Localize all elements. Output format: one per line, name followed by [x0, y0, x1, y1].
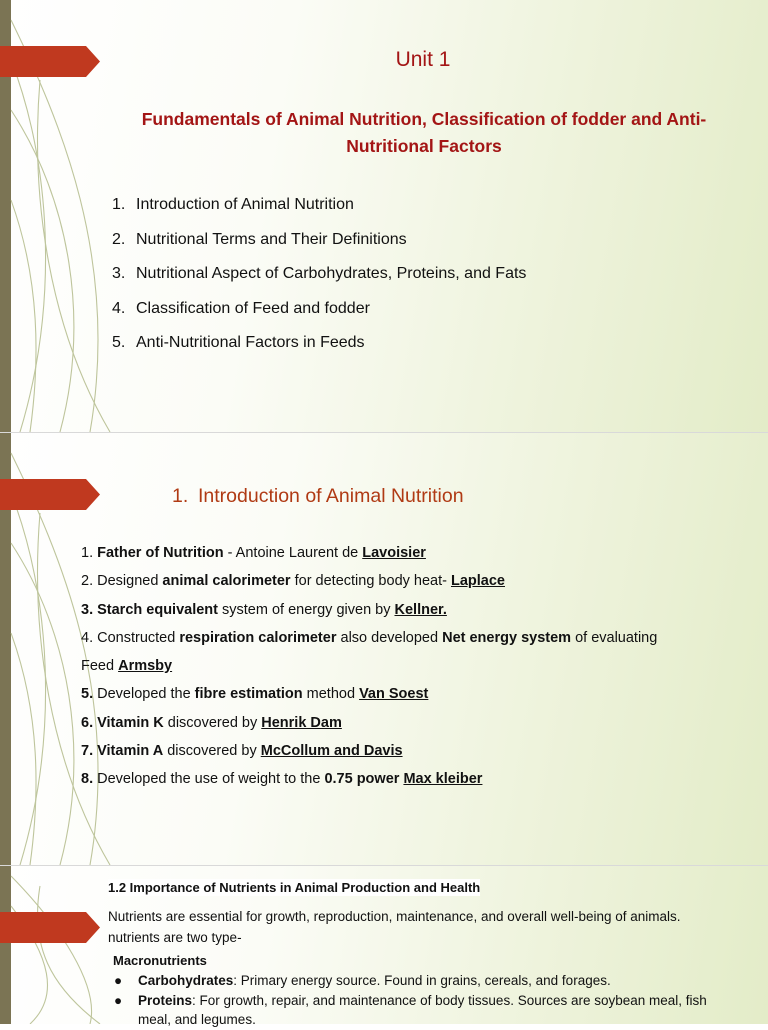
- bullet-item: ● Proteins: For growth, repair, and maintenance of body tissues. Sources are soybean meal, fish meal, and legumes.: [114, 992, 707, 1027]
- section-title: 1. Introduction of Animal Nutrition: [172, 485, 464, 507]
- section-heading: 1.2 Importance of Nutrients in Animal Production and Health: [108, 880, 481, 895]
- history-item: 1. Father of Nutrition - Antoine Laurent de Lavoisier: [81, 545, 426, 561]
- topic-item: 4. Classification of Feed and fodder: [112, 299, 370, 317]
- topic-list: [112, 192, 526, 365]
- topic-item: 5. Anti-Nutritional Factors in Feeds: [112, 334, 365, 351]
- unit-title: Unit 1: [395, 48, 451, 71]
- tab-arrow-icon: [0, 479, 100, 510]
- bullet-item: ● Carbohydrates: Primary energy source. Found in grains, cereals, and forages.: [114, 971, 734, 991]
- history-item: 5. Developed the fibre estimation method Van Soest: [81, 686, 429, 703]
- intro-paragraph: Nutrients are essential for growth, reproduction, maintenance, and overall well-being of animals. nutrients are two type-: [108, 909, 681, 945]
- topic-item: 3. Nutritional Aspect of Carbohydrates, Proteins, and Fats: [112, 265, 527, 282]
- history-item: 6. Vitamin K discovered by Henrik Dam: [81, 714, 342, 731]
- topic-item: 2. Nutritional Terms and Their Definitions: [112, 230, 407, 248]
- nutrient-bullet-list: [114, 971, 734, 1030]
- history-item: 2. Designed animal calorimeter for detecting body heat- Laplace: [81, 573, 505, 590]
- bullet-dot-icon: ●: [114, 973, 123, 988]
- history-list: [81, 541, 741, 796]
- history-item: 4. Constructed respiration calorimeter also developed Net energy system of evaluating: [81, 629, 658, 646]
- history-item: 8. Developed the use of weight to the 0.75 power Max kleiber: [81, 771, 483, 788]
- topic-item: 1. Introduction of Animal Nutrition: [112, 196, 354, 213]
- history-item: 3. Starch equivalent system of energy given by Kellner.: [81, 601, 447, 618]
- bullet-dot-icon: ●: [114, 992, 123, 1008]
- history-item: Feed Armsby: [81, 658, 173, 675]
- history-item: 7. Vitamin A discovered by McCollum and Davis: [81, 743, 403, 760]
- macronutrients-heading: Macronutrients: [113, 953, 207, 968]
- unit-subtitle: Fundamentals of Animal Nutrition, Classification of fodder and Anti-Nutritional Factors: [141, 109, 707, 156]
- tab-arrow-icon: [0, 912, 100, 943]
